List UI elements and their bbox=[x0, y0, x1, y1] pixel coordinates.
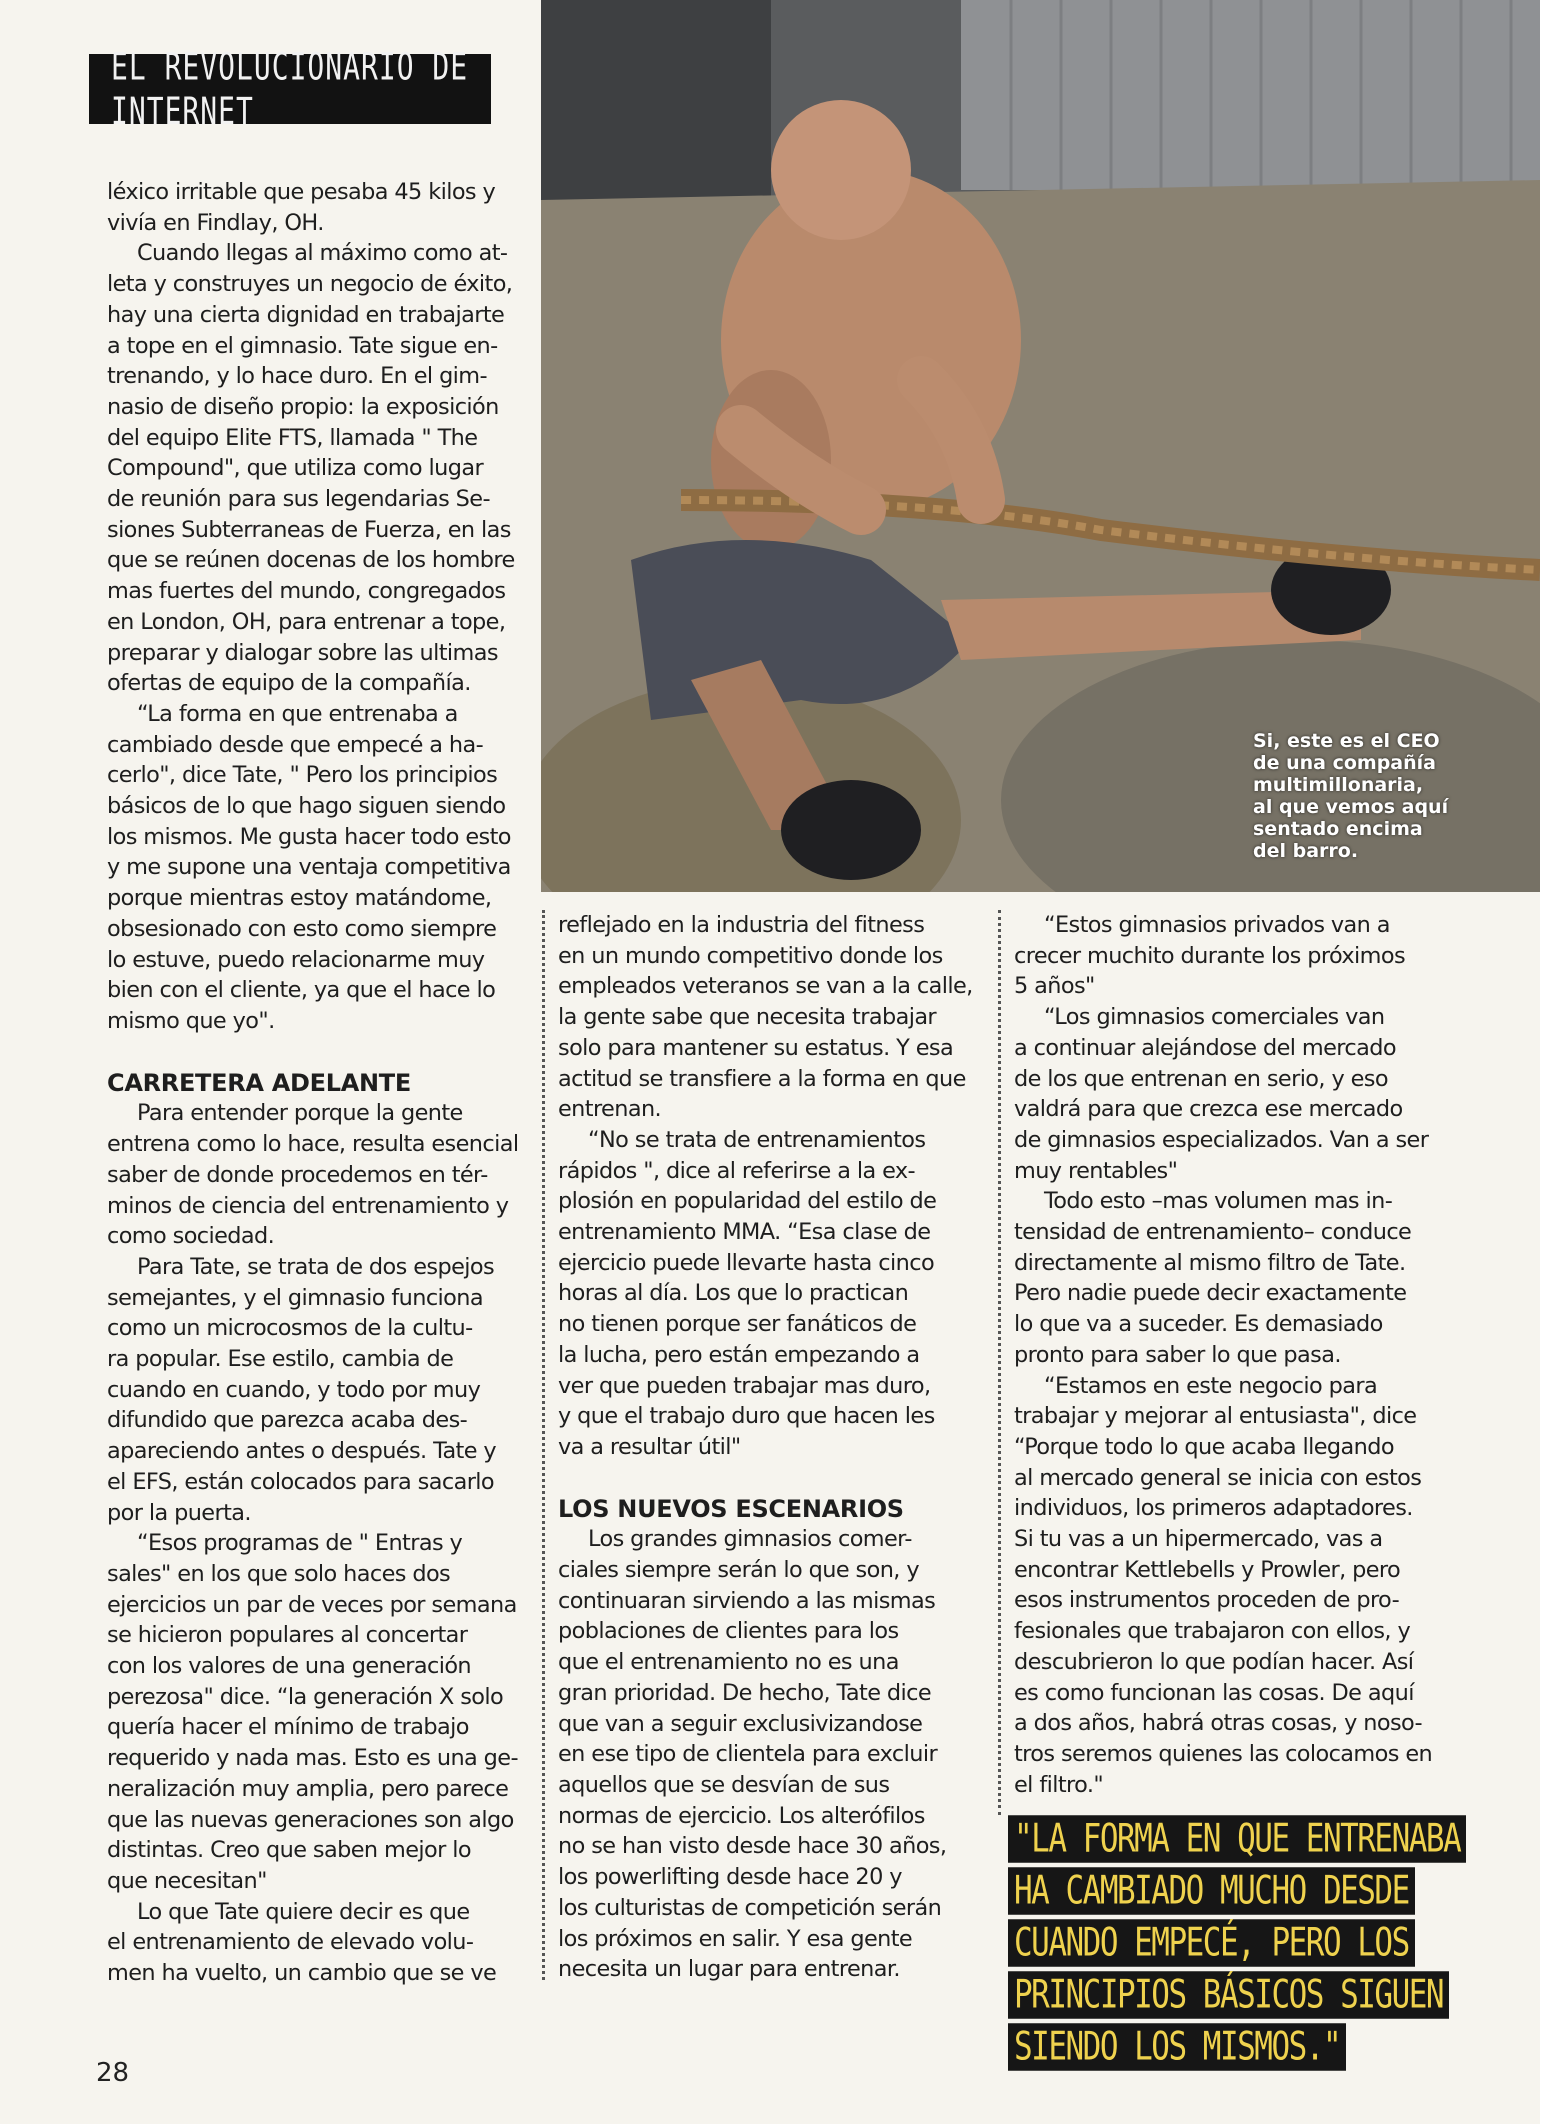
text-line: valdrá para que crezca ese mercado bbox=[1014, 1096, 1403, 1123]
text-line: requerido y nada mas. Esto es una ge- bbox=[107, 1745, 518, 1772]
pull-quote-line: CUANDO EMPECÉ, PERO LOS bbox=[1008, 1919, 1415, 1967]
caption-line: al que vemos aquí bbox=[1253, 796, 1449, 818]
text-line: Cuando llegas al máximo como at- bbox=[137, 240, 508, 267]
text-line: Lo que Tate quiere decir es que bbox=[137, 1898, 470, 1925]
text-line: leta y construyes un negocio de éxito, bbox=[107, 271, 513, 298]
text-line: el filtro." bbox=[1014, 1771, 1104, 1798]
text-line: apareciendo antes o después. Tate y bbox=[107, 1438, 497, 1465]
text-line: mismo que yo". bbox=[107, 1007, 275, 1034]
text-line: al mercado general se inicia con estos bbox=[1014, 1464, 1422, 1491]
section-heading: CARRETERA ADELANTE bbox=[107, 1068, 411, 1097]
text-line: trabajar y mejorar al entusiasta", dice bbox=[1014, 1403, 1417, 1430]
text-line: ver que pueden trabajar mas duro, bbox=[558, 1372, 931, 1399]
text-line: empleados veteranos se van a la calle, bbox=[558, 973, 973, 1000]
photo-illustration bbox=[541, 0, 1540, 1040]
text-line: men ha vuelto, un cambio que se ve bbox=[107, 1960, 497, 1987]
text-line: es como funcionan las cosas. De aquí bbox=[1014, 1679, 1414, 1706]
text-line: distintas. Creo que saben mejor lo bbox=[107, 1837, 471, 1864]
text-line: entrenamiento MMA. “Esa clase de bbox=[558, 1219, 931, 1246]
page-number: 28 bbox=[96, 2058, 130, 2088]
caption-line: de una compañía bbox=[1253, 752, 1436, 774]
text-line: muy rentables" bbox=[1014, 1157, 1178, 1184]
text-line: por la puerta. bbox=[107, 1499, 251, 1526]
text-line: no tienen porque ser fanáticos de bbox=[558, 1311, 917, 1338]
article-photo bbox=[541, 0, 1540, 1040]
text-line: solo para mantener su estatus. Y esa bbox=[558, 1034, 954, 1061]
torn-edge bbox=[1540, 0, 1564, 2124]
text-line: directamente al mismo filtro de Tate. bbox=[1014, 1249, 1406, 1276]
pull-quote-line: "LA FORMA EN QUE ENTRENABA bbox=[1008, 1815, 1466, 1863]
pull-quote-line: PRINCIPIOS BÁSICOS SIGUEN bbox=[1008, 1971, 1449, 2019]
text-line: encontrar Kettlebells y Prowler, pero bbox=[1014, 1556, 1401, 1583]
text-line: “No se trata de entrenamientos bbox=[588, 1126, 926, 1153]
text-line: léxico irritable que pesaba 45 kilos y bbox=[107, 179, 496, 205]
text-line: poblaciones de clientes para los bbox=[558, 1618, 899, 1645]
text-line: cambiado desde que empecé a ha- bbox=[107, 731, 484, 758]
text-line: preparar y dialogar sobre las ultimas bbox=[107, 639, 498, 666]
text-line: ejercicio puede llevarte hasta cinco bbox=[558, 1249, 935, 1276]
caption-line: sentado encima bbox=[1253, 818, 1423, 840]
text-line: cerlo", dice Tate, " Pero los principios bbox=[107, 762, 498, 789]
text-line: obsesionado con esto como siempre bbox=[107, 915, 497, 942]
text-line: necesita un lugar para entrenar. bbox=[558, 1956, 900, 1983]
text-line: de gimnasios especializados. Van a ser bbox=[1014, 1126, 1429, 1153]
text-line: plosión en popularidad del estilo de bbox=[558, 1188, 937, 1215]
text-line: no se han visto desde hace 30 años, bbox=[558, 1833, 947, 1860]
text-line: con los valores de una generación bbox=[107, 1653, 472, 1680]
text-line: como un microcosmos de la cultu- bbox=[107, 1315, 473, 1342]
text-line: crecer muchito durante los próximos bbox=[1014, 942, 1406, 969]
text-line: los powerlifting desde hace 20 y bbox=[558, 1864, 902, 1891]
text-line: entrenan. bbox=[558, 1096, 662, 1123]
column-divider bbox=[542, 910, 545, 1980]
text-line: nasio de diseño propio: la exposición bbox=[107, 393, 499, 420]
text-line: que el entrenamiento no es una bbox=[558, 1649, 899, 1676]
text-line: tensidad de entrenamiento– conduce bbox=[1014, 1219, 1412, 1246]
text-line: siones Subterraneas de Fuerza, en las bbox=[107, 516, 511, 543]
text-line: Para entender porque la gente bbox=[137, 1100, 463, 1127]
section-header bbox=[89, 44, 491, 134]
text-line: “Esos programas de " Entras y bbox=[137, 1530, 463, 1557]
text-line: Todo esto –mas volumen mas in- bbox=[1044, 1188, 1393, 1215]
text-line: va a resultar útil" bbox=[558, 1433, 741, 1460]
text-line: que las nuevas generaciones son algo bbox=[107, 1806, 514, 1833]
text-line: se hicieron populares al concertar bbox=[107, 1622, 468, 1649]
text-line: Compound", que utiliza como lugar bbox=[107, 455, 484, 482]
text-line: horas al día. Los que lo practican bbox=[558, 1280, 909, 1307]
text-line: a tope en el gimnasio. Tate sigue en- bbox=[107, 332, 498, 359]
text-line: ejercicios un par de veces por semana bbox=[107, 1591, 517, 1618]
text-line: a continuar alejándose del mercado bbox=[1014, 1034, 1396, 1061]
text-line: semejantes, y el gimnasio funciona bbox=[107, 1284, 483, 1311]
text-line: ofertas de equipo de la compañía. bbox=[107, 670, 471, 697]
text-line: gran prioridad. De hecho, Tate dice bbox=[558, 1679, 932, 1706]
text-line: lo que va a suceder. Es demasiado bbox=[1014, 1311, 1383, 1338]
text-line: en ese tipo de clientela para excluir bbox=[558, 1741, 938, 1768]
text-line: que van a seguir exclusivizandose bbox=[558, 1710, 923, 1737]
text-line: Los grandes gimnasios comer- bbox=[588, 1526, 912, 1553]
text-line: lo estuve, puedo relacionarme muy bbox=[107, 946, 485, 973]
text-line: como sociedad. bbox=[107, 1223, 275, 1250]
text-line: quería hacer el mínimo de trabajo bbox=[107, 1714, 469, 1741]
text-line: de los que entrenan en serio, y eso bbox=[1014, 1065, 1388, 1092]
text-line: a dos años, habrá otras cosas, y noso- bbox=[1014, 1710, 1423, 1737]
text-line: minos de ciencia del entrenamiento y bbox=[107, 1192, 509, 1219]
text-line: sales" en los que solo haces dos bbox=[107, 1560, 451, 1587]
text-line: la gente sabe que necesita trabajar bbox=[558, 1004, 937, 1031]
photo-caption bbox=[1253, 730, 1453, 862]
text-line: “La forma en que entrenaba a bbox=[137, 700, 458, 727]
pull-quote-line: SIENDO LOS MISMOS." bbox=[1008, 2023, 1346, 2071]
text-line: ciales siempre serán lo que son, y bbox=[558, 1557, 919, 1584]
text-line: los próximos en salir. Y esa gente bbox=[558, 1925, 913, 1952]
pull-quote-line: HA CAMBIADO MUCHO DESDE bbox=[1008, 1867, 1415, 1915]
caption-line: del barro. bbox=[1253, 840, 1359, 862]
text-line: “Porque todo lo que acaba llegando bbox=[1014, 1433, 1394, 1460]
text-line: cuando en cuando, y todo por muy bbox=[107, 1376, 481, 1403]
text-line: y me supone una ventaja competitiva bbox=[107, 854, 511, 881]
text-line: de reunión para sus legendarias Se- bbox=[107, 486, 490, 513]
caption-line: multimillonaria, bbox=[1253, 774, 1424, 796]
column-divider bbox=[998, 910, 1001, 1815]
text-line: el EFS, están colocados para sacarlo bbox=[107, 1468, 495, 1495]
text-column-1 bbox=[107, 177, 527, 1989]
text-line: saber de donde procedemos en tér- bbox=[107, 1161, 488, 1188]
section-title: EL REVOLUCIONARIO DE INTERNET bbox=[111, 44, 469, 134]
text-line: que necesitan" bbox=[107, 1867, 267, 1894]
text-line: neralización muy amplia, pero parece bbox=[107, 1775, 509, 1802]
text-line: bien con el cliente, ya que el hace lo bbox=[107, 977, 496, 1004]
text-column-2 bbox=[558, 910, 978, 1985]
text-line: hay una cierta dignidad en trabajarte bbox=[107, 301, 505, 328]
text-line: vivía en Findlay, OH. bbox=[107, 209, 324, 236]
text-line: porque mientras estoy matándome, bbox=[107, 885, 492, 912]
text-line: difundido que parezca acaba des- bbox=[107, 1407, 468, 1434]
text-line: reflejado en la industria del fitness bbox=[558, 912, 925, 938]
pull-quote bbox=[1008, 1816, 1548, 2080]
text-line: perezosa" dice. “la generación X solo bbox=[107, 1683, 504, 1710]
text-line: “Los gimnasios comerciales van bbox=[1044, 1004, 1385, 1031]
text-line: actitud se transfiere a la forma en que bbox=[558, 1065, 966, 1092]
text-line: los culturistas de competición serán bbox=[558, 1894, 942, 1921]
text-line: pronto para saber lo que pasa. bbox=[1014, 1341, 1341, 1368]
text-line: “Estamos en este negocio para bbox=[1044, 1372, 1378, 1399]
caption-line: Si, este es el CEO bbox=[1253, 730, 1440, 752]
text-line: el entrenamiento de elevado volu- bbox=[107, 1929, 474, 1956]
text-line: normas de ejercicio. Los alterófilos bbox=[558, 1802, 925, 1829]
text-line: ra popular. Ese estilo, cambia de bbox=[107, 1346, 454, 1373]
text-line: en un mundo competitivo donde los bbox=[558, 942, 943, 969]
text-line: los mismos. Me gusta hacer todo esto bbox=[107, 823, 511, 850]
text-line: la lucha, pero están empezando a bbox=[558, 1341, 920, 1368]
text-line: mas fuertes del mundo, congregados bbox=[107, 578, 506, 605]
text-line: “Estos gimnasios privados van a bbox=[1044, 912, 1390, 938]
text-line: entrena como lo hace, resulta esencial bbox=[107, 1131, 519, 1158]
text-line: continuaran sirviendo a las mismas bbox=[558, 1587, 936, 1614]
text-line: 5 años" bbox=[1014, 973, 1095, 1000]
text-line: aquellos que se desvían de sus bbox=[558, 1771, 890, 1798]
text-line: Para Tate, se trata de dos espejos bbox=[137, 1253, 495, 1280]
text-column-3 bbox=[1014, 910, 1434, 1800]
text-line: Si tu vas a un hipermercado, vas a bbox=[1014, 1526, 1383, 1553]
text-line: rápidos ", dice al referirse a la ex- bbox=[558, 1157, 916, 1184]
text-line: trenando, y lo hace duro. En el gim- bbox=[107, 363, 487, 390]
text-line: que se reúnen docenas de los hombre bbox=[107, 547, 515, 574]
text-line: básicos de lo que hago siguen siendo bbox=[107, 793, 506, 820]
text-line: individuos, los primeros adaptadores. bbox=[1014, 1495, 1413, 1522]
text-line: en London, OH, para entrenar a tope, bbox=[107, 608, 506, 635]
text-line: y que el trabajo duro que hacen les bbox=[558, 1403, 935, 1430]
text-line: Pero nadie puede decir exactamente bbox=[1014, 1280, 1407, 1307]
text-line: del equipo Elite FTS, llamada " The bbox=[107, 424, 478, 451]
text-line: tros seremos quienes las colocamos en bbox=[1014, 1740, 1433, 1767]
text-line: fesionales que trabajaron con ellos, y bbox=[1014, 1618, 1411, 1645]
text-line: descubrieron lo que podían hacer. Así bbox=[1014, 1648, 1414, 1675]
section-heading: LOS NUEVOS ESCENARIOS bbox=[558, 1494, 904, 1523]
text-line: esos instrumentos proceden de pro- bbox=[1014, 1587, 1400, 1614]
